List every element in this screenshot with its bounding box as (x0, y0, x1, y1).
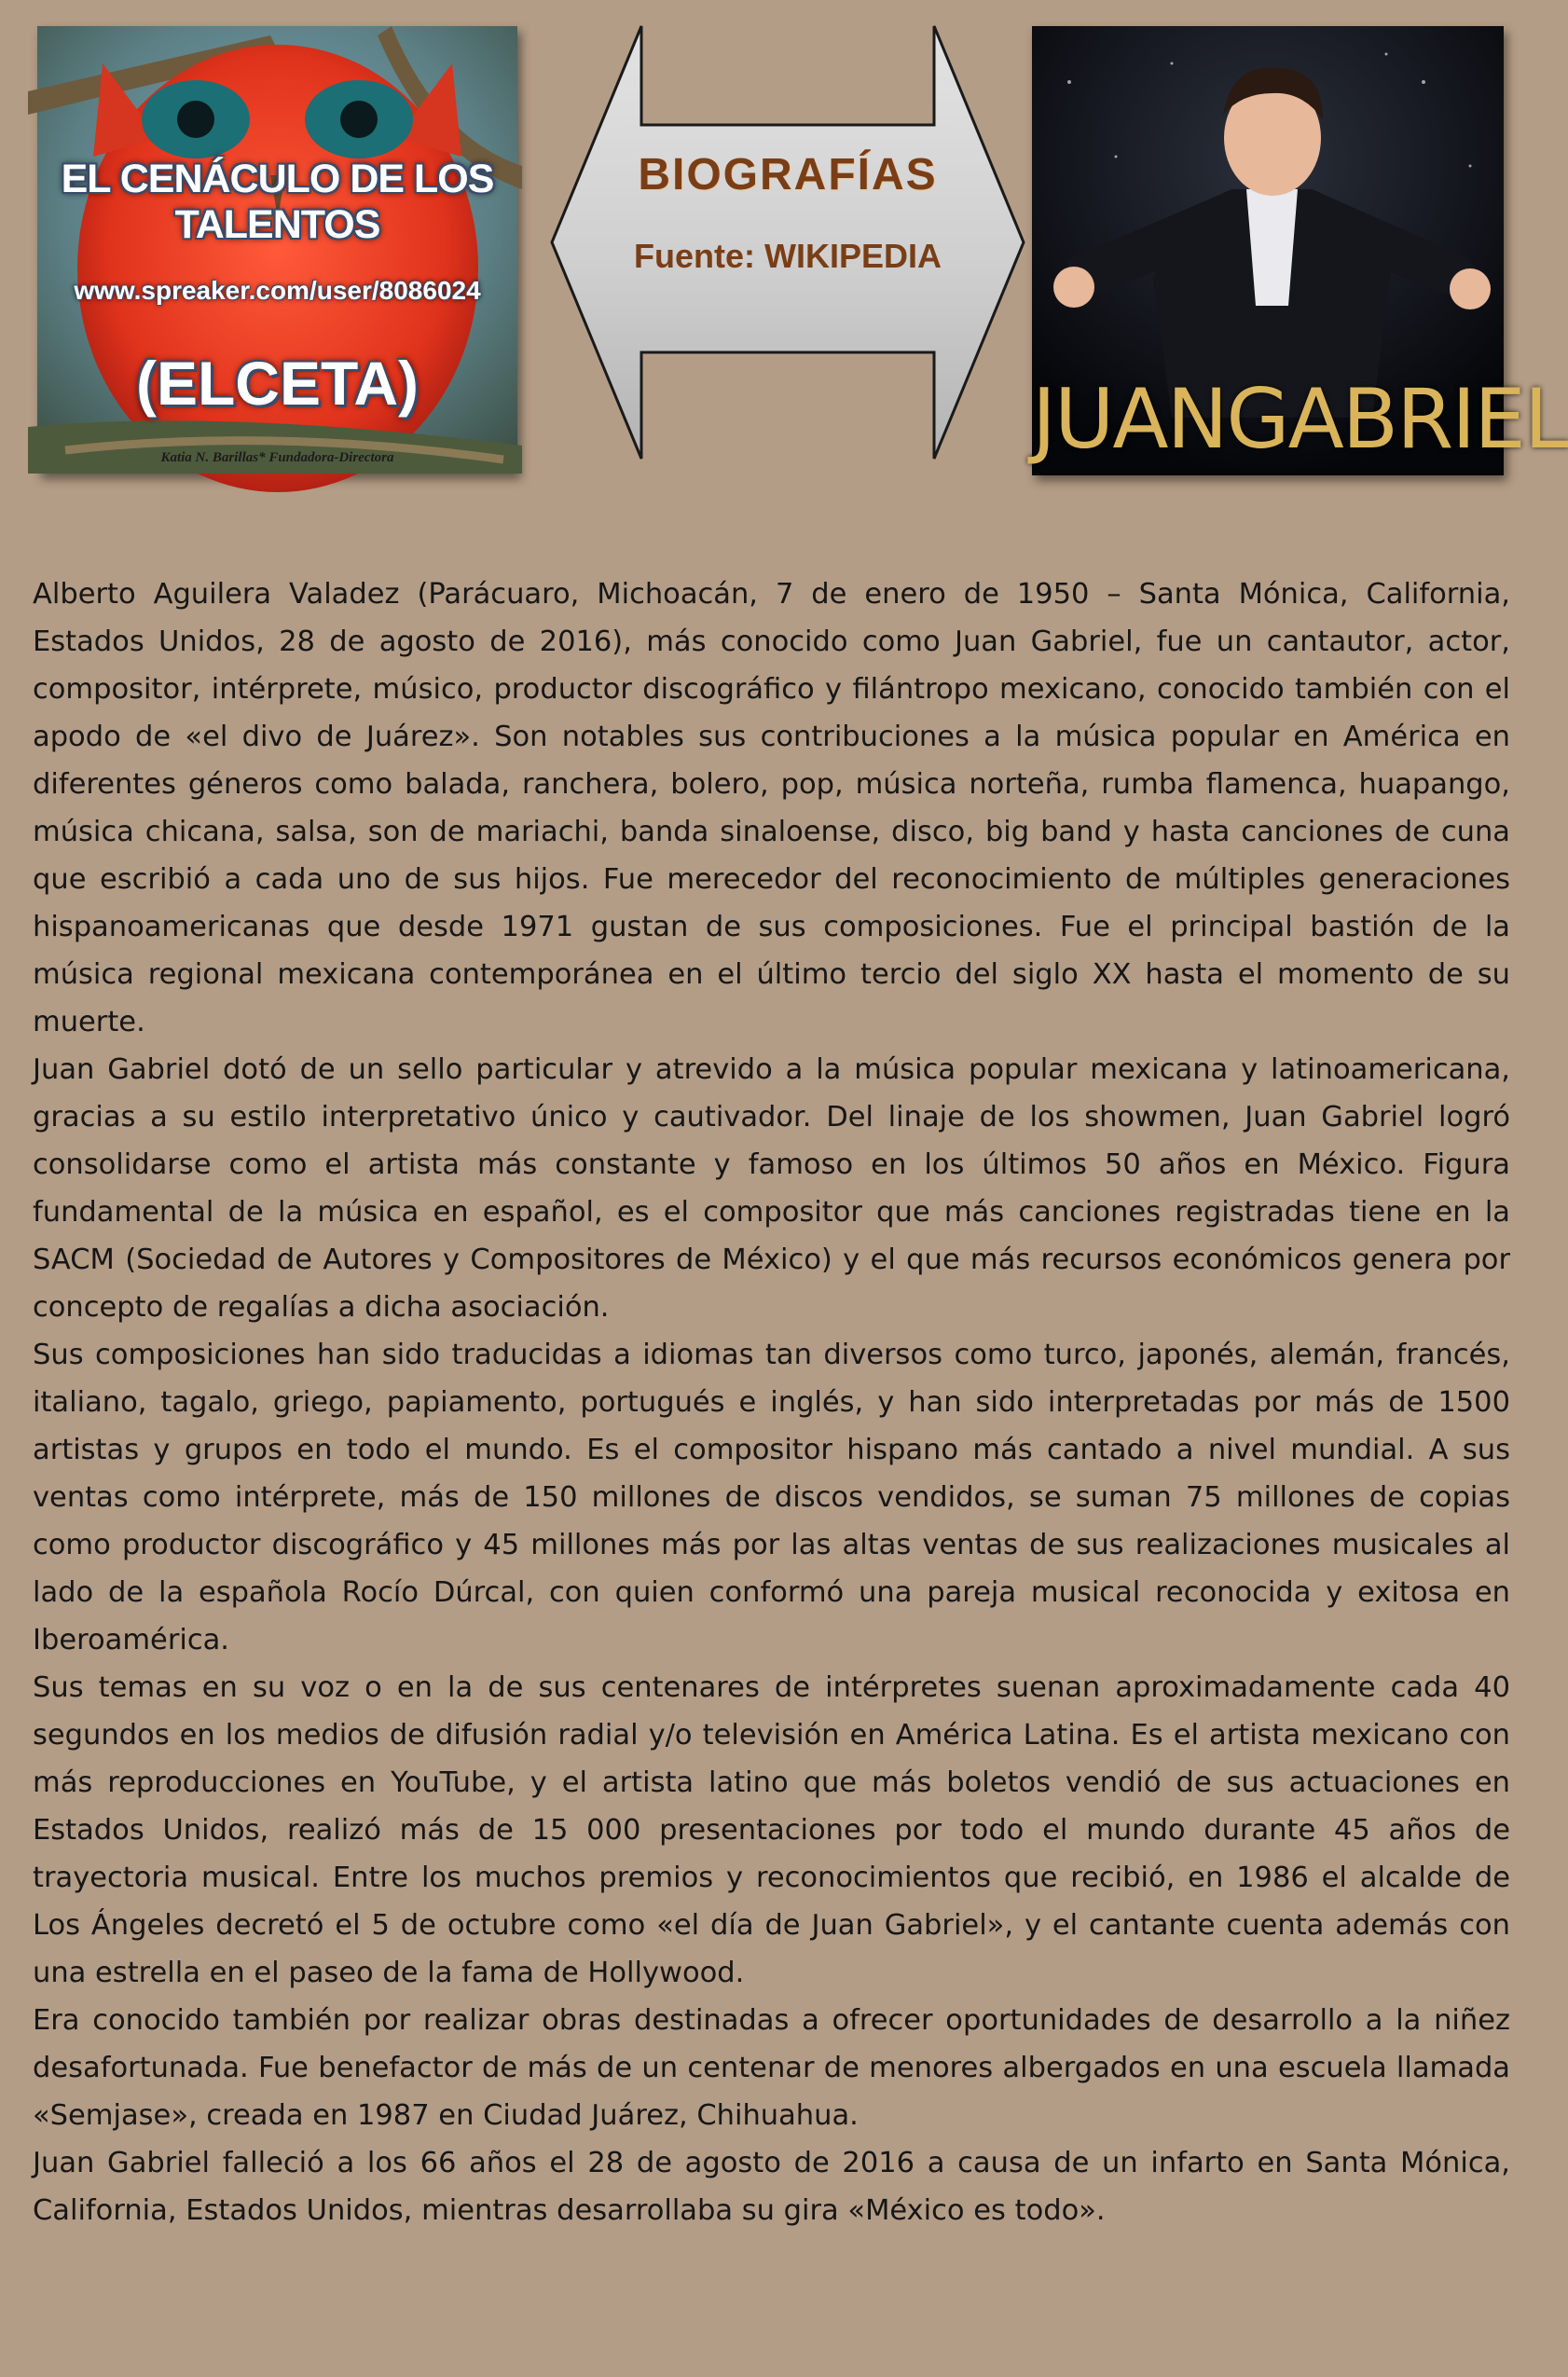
biography-text (33, 570, 1510, 2234)
bio-paragraph-1: Alberto Aguilera Valadez (Parácuaro, Michoacán, 7 de enero de 1950 – Santa Mónica, California, Estados Unidos, 28 de agosto de 2016), más conocido como Juan Gabriel, fue un cantautor, actor, compositor, intérprete, músico, productor discográfico y filántropo mexicano, conocido también con el apodo de «el divo de Juárez». Son notables sus contribuciones a la música popular en América en diferentes géneros como balada, ranchera, bolero, pop, música norteña, rumba flamenca, huapango, música chicana, salsa, son de mariachi, banda sinaloense, disco, big band y hasta canciones de cuna que escribió a cada uno de sus hijos. Fue merecedor del reconocimiento de múltiples generaciones hispanoamericanas que desde 1971 gustan de sus composiciones. Fue el principal bastión de la música regional mexicana contemporánea en el último tercio del siglo XX hasta el momento de su muerte. (33, 578, 1510, 1038)
logo-signature: Katia N. Barillas* Fundadora-Directora (160, 450, 394, 465)
header-arrow (550, 21, 1025, 468)
logo-subtitle: (ELCETA) (135, 349, 420, 418)
bio-paragraph-5: Era conocido también por realizar obras destinadas a ofrecer oportunidades de desarrollo a la niñez desafortunada. Fue benefactor de más de un centenar de menores albergados en una escuela llamada «Semjase», creada en 1987 en Ciudad Juárez, Chihuahua. (33, 2004, 1510, 2132)
logo-url: www.spreaker.com/user/8086024 (74, 276, 481, 305)
bio-paragraph-4: Sus temas en su voz o en la de sus centenares de intérpretes suenan aproximadamente cada 40 segundos en los medios de difusión radial y/o televisión en América Latina. Es el artista mexicano con más reproducciones en YouTube, y el artista latino que más boletos vendió de sus actuaciones en Estados Unidos, realizó más de 15 000 presentaciones por todo el mundo durante 45 años de trayectoria musical. Entre los muchos premios y reconocimientos que recibió, en 1986 el alcalde de Los Ángeles decretó el 5 de octubre como «el día de Juan Gabriel», y el cantante cuenta además con una estrella en el paseo de la fama de Hollywood. (33, 1671, 1510, 1989)
logo-image (37, 26, 517, 474)
artist-name-logo: JUANGABRIEL (1032, 371, 1568, 467)
logo-title: EL CENÁCULO DE LOS TALENTOS (61, 157, 494, 247)
page-title: BIOGRAFÍAS (638, 150, 938, 199)
bio-paragraph-2: Juan Gabriel dotó de un sello particular y atrevido a la música popular mexicana y latinoamericana, gracias a su estilo interpretativo único y cautivador. Del linaje de los showmen, Juan Gabriel logró consolidarse como el artista más constante y famoso en los últimos 50 años en México. Figura fundamental de la música en español, es el compositor que más canciones registradas tiene en la SACM (Sociedad de Autores y Compositores de México) y el que más recursos económicos genera por concepto de regalías a dicha asociación. (33, 1053, 1510, 1324)
artist-photo (1032, 26, 1568, 475)
bio-paragraph-6: Juan Gabriel falleció a los 66 años el 28 de agosto de 2016 a causa de un infarto en Santa Mónica, California, Estados Unidos, mientras desarrollaba su gira «México es todo». (33, 2147, 1510, 2227)
bio-paragraph-3: Sus composiciones han sido traducidas a idiomas tan diversos como turco, japonés, alemán, francés, italiano, tagalo, griego, papiamento, portugués e inglés, y han sido interpretadas por más de 1500 artistas y grupos en todo el mundo. Es el compositor hispano más cantado a nivel mundial. A sus ventas como intérprete, más de 150 millones de discos vendidos, se suman 75 millones de copias como productor discográfico y 45 millones más por las altas ventas de sus realizaciones musicales al lado de la española Rocío Dúrcal, con quien conformó una pareja musical reconocida y exitosa en Iberoamérica. (33, 1339, 1510, 1656)
source-label: Fuente: WIKIPEDIA (634, 237, 942, 275)
